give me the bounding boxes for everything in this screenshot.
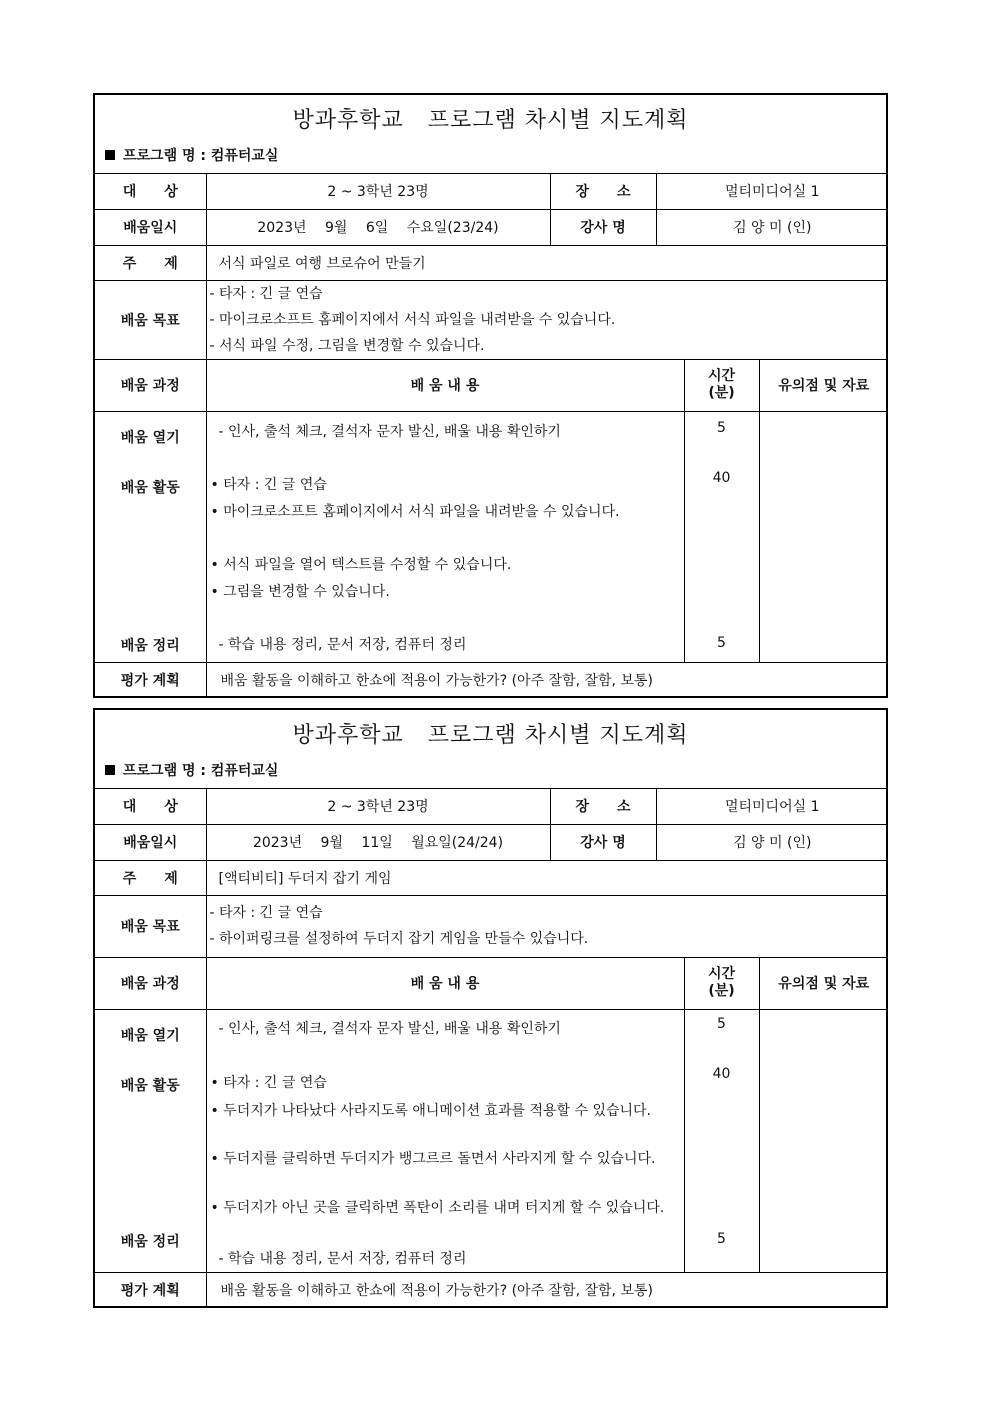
goal-item: - 하이퍼링크를 설정하여 두더지 잡기 게임을 만들수 있습니다. <box>209 931 589 947</box>
target-label: 대 상 <box>95 174 206 209</box>
time-close: 5 <box>717 634 726 651</box>
goal-item: - 타자 : 긴 글 연습 <box>209 285 323 302</box>
time-activity: 40 <box>712 469 731 486</box>
target-value: 2 ~ 3학년 23명 <box>206 789 550 824</box>
square-bullet-icon <box>105 150 115 160</box>
phase-activity: 배움 활동 <box>120 1077 180 1094</box>
goal-item: - 마이크로소프트 홈페이지에서 서식 파일을 내려받을 수 있습니다. <box>209 311 616 328</box>
time-values <box>684 1009 759 1272</box>
goal-label: 배움 목표 <box>95 895 206 957</box>
goal-label: 배움 목표 <box>95 280 206 359</box>
phase-close: 배움 정리 <box>120 1233 180 1250</box>
notes-cell <box>759 1009 888 1272</box>
close-content: - 학습 내용 정리, 문서 저장, 컴퓨터 정리 <box>218 636 467 653</box>
time-close: 5 <box>717 1230 726 1247</box>
activity-item: • 타자 : 긴 글 연습 <box>210 476 327 493</box>
place-value: 멀티미디어실 1 <box>656 174 888 209</box>
eval-value: 배움 활동을 이해하고 한쇼에 적용이 가능한가? (아주 잘함, 잘함, 보통) <box>206 1272 888 1307</box>
lesson-plan-2 <box>93 708 888 1308</box>
activity-item: • 마이크로소프트 홈페이지에서 서식 파일을 내려받을 수 있습니다. <box>210 503 620 520</box>
time-values <box>684 411 759 662</box>
teacher-value: 김 양 미 (인) <box>656 209 888 245</box>
goal-list <box>206 895 888 957</box>
date-label: 배움일시 <box>95 824 206 860</box>
plan-title: 방과후학교 프로그램 차시별 지도계획 <box>292 723 689 748</box>
eval-label: 평가 계획 <box>95 662 206 697</box>
time-header: 시간 (분) <box>684 957 759 1009</box>
process-header: 배움 과정 <box>95 957 206 1009</box>
activity-item: • 그림을 변경할 수 있습니다. <box>210 583 390 600</box>
teacher-value: 김 양 미 (인) <box>656 824 888 860</box>
goal-list <box>206 280 888 359</box>
target-label: 대 상 <box>95 789 206 824</box>
content-header: 배 움 내 용 <box>206 359 684 411</box>
activity-item: • 두더지를 클릭하면 두더지가 뱅그르르 돌면서 사라지게 할 수 있습니다. <box>210 1150 656 1167</box>
process-header: 배움 과정 <box>95 359 206 411</box>
phase-close: 배움 정리 <box>120 637 180 654</box>
close-content: - 학습 내용 정리, 문서 저장, 컴퓨터 정리 <box>218 1250 467 1267</box>
process-phases <box>95 1009 206 1272</box>
place-label: 장 소 <box>550 174 656 209</box>
time-open: 5 <box>717 419 726 436</box>
notes-cell <box>759 411 888 662</box>
date-value: 2023년 9월 6일 수요일(23/24) <box>206 209 550 245</box>
time-header: 시간 (분) <box>684 359 759 411</box>
eval-label: 평가 계획 <box>95 1272 206 1307</box>
topic-value: 서식 파일로 여행 브로슈어 만들기 <box>206 245 888 280</box>
plan-table <box>95 174 888 697</box>
place-value: 멀티미디어실 1 <box>656 789 888 824</box>
notes-header: 유의점 및 자료 <box>759 359 888 411</box>
teacher-label: 강사 명 <box>550 824 656 860</box>
date-value: 2023년 9월 11일 월요일(24/24) <box>206 824 550 860</box>
activity-item: • 두더지가 아닌 곳을 클릭하면 폭탄이 소리를 내며 터지게 할 수 있습니다. <box>210 1199 665 1216</box>
teacher-label: 강사 명 <box>550 209 656 245</box>
square-bullet-icon <box>105 765 115 775</box>
time-activity: 40 <box>712 1065 731 1082</box>
activity-item: • 두더지가 나타났다 사라지도록 애니메이션 효과를 적용할 수 있습니다. <box>210 1102 652 1119</box>
goal-item: - 타자 : 긴 글 연습 <box>209 905 323 921</box>
time-open: 5 <box>717 1015 726 1032</box>
program-name: 프로그램 명 : 컴퓨터교실 <box>105 760 278 780</box>
open-content: - 인사, 출석 체크, 결석자 문자 발신, 배울 내용 확인하기 <box>218 423 561 440</box>
lesson-plan-1 <box>93 93 888 698</box>
plan-table <box>95 789 888 1307</box>
goal-item: - 서식 파일 수정, 그림을 변경할 수 있습니다. <box>209 337 485 354</box>
topic-value: [액티비티] 두더지 잡기 게임 <box>206 860 888 895</box>
phase-open: 배움 열기 <box>120 1027 180 1044</box>
program-name: 프로그램 명 : 컴퓨터교실 <box>105 145 278 165</box>
plan-header <box>95 710 886 789</box>
content-header: 배 움 내 용 <box>206 957 684 1009</box>
eval-value: 배움 활동을 이해하고 한쇼에 적용이 가능한가? (아주 잘함, 잘함, 보통) <box>206 662 888 697</box>
open-content: - 인사, 출석 체크, 결석자 문자 발신, 배울 내용 확인하기 <box>218 1020 561 1037</box>
target-value: 2 ~ 3학년 23명 <box>206 174 550 209</box>
lesson-content <box>206 411 684 662</box>
process-phases <box>95 411 206 662</box>
phase-open: 배움 열기 <box>120 429 180 446</box>
topic-label: 주 제 <box>95 860 206 895</box>
plan-title: 방과후학교 프로그램 차시별 지도계획 <box>292 108 689 133</box>
place-label: 장 소 <box>550 789 656 824</box>
lesson-content <box>206 1009 684 1272</box>
plan-header <box>95 95 886 174</box>
phase-activity: 배움 활동 <box>120 479 180 496</box>
date-label: 배움일시 <box>95 209 206 245</box>
activity-item: • 서식 파일을 열어 텍스트를 수정할 수 있습니다. <box>210 556 512 573</box>
notes-header: 유의점 및 자료 <box>759 957 888 1009</box>
topic-label: 주 제 <box>95 245 206 280</box>
activity-item: • 타자 : 긴 글 연습 <box>210 1074 327 1091</box>
